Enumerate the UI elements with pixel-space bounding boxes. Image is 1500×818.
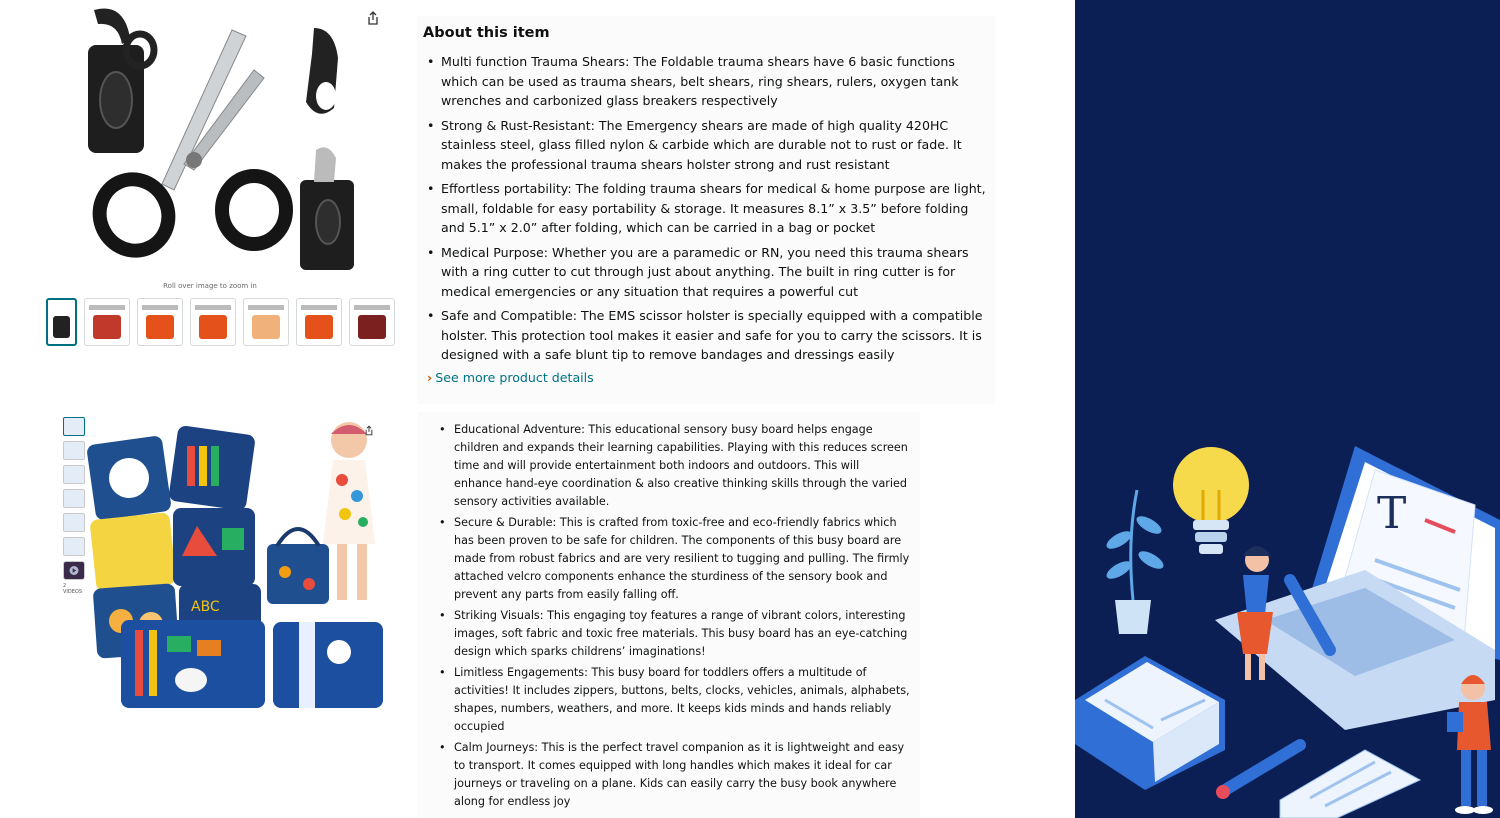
thumbnail[interactable] (63, 441, 85, 460)
product-image-busy-board[interactable] (87, 416, 385, 712)
zoom-hint: Roll over image to zoom in (163, 282, 257, 290)
svg-text:T: T (1377, 488, 1407, 539)
list-item: • Limitless Engagements: This busy board for toddlers offers a multitude of activities! It includes zippers, buttons, belts, clocks, vehicles, animals, alphabets, shapes, numbers, weathers, and more. It keeps kids minds and hands reliably occupied (436, 664, 910, 736)
see-more-label: See more product details (435, 369, 594, 385)
thumbnail[interactable] (63, 537, 85, 556)
thumbnail-column (63, 417, 85, 595)
share-icon[interactable] (366, 10, 380, 26)
thumbnail-strip (46, 298, 395, 346)
thumbnail[interactable] (349, 298, 395, 346)
feature-bullets-panel (418, 412, 920, 818)
decorative-illustration (1075, 0, 1500, 818)
thumbnail[interactable] (46, 298, 77, 346)
see-more-details-link[interactable] (423, 370, 989, 385)
thumbnail[interactable] (63, 465, 85, 484)
list-item: • Effortless portability: The folding trauma shears for medical & home purpose are light, small, foldable for easy portability & storage. It measures 8.1” x 3.5” before folding and 5.1” x 2.0” after folding, which can be carried in a bag or pocket (423, 179, 989, 238)
list-item: • Safe and Compatible: The EMS scissor holster is specially equipped with a compatible holster. This protection tool makes it easier and safe for you to carry the scissors. It is designed with a safe blunt tip to remove bandages and dressings easily (423, 306, 989, 365)
feature-bullets (423, 52, 989, 365)
product-gallery-trauma-shears (46, 0, 390, 352)
laptop-writing-illustration (1075, 0, 1500, 818)
list-item: • Secure & Durable: This is crafted from toxic-free and eco-friendly fabrics which has been proven to be safe for children. The components of this busy board are made from robust fabrics and are very resilient to tugging and pulling. The firmly attached velcro components enhance the sturdiness of the sensory book and prevent any parts from easily falling off. (436, 514, 910, 604)
thumbnail[interactable] (137, 298, 183, 346)
list-item: • Strong & Rust-Resistant: The Emergency shears are made of high quality 420HC stainless steel, glass filled nylon & carbide which are durable not to rust or fade. It makes the professional trauma shears holster strong and rust resistant (423, 116, 989, 175)
chevron-right-icon: › (427, 369, 433, 385)
list-item: • Medical Purpose: Whether you are a paramedic or RN, you need this trauma shears with a ring cutter to cut through just about anything. The built in ring cutter is for medical emergencies or any situation that requires a powerful cut (423, 243, 989, 302)
about-this-item-panel (417, 16, 995, 404)
thumbnail[interactable] (243, 298, 289, 346)
thumbnail[interactable] (63, 513, 85, 532)
video-thumbnail[interactable] (63, 561, 85, 580)
share-icon[interactable] (364, 424, 374, 437)
section-heading: About this item (423, 25, 550, 41)
videos-count-label: 2 VIDEOS (63, 583, 83, 595)
thumbnail[interactable] (190, 298, 236, 346)
product-image-trauma-shears[interactable] (64, 0, 386, 282)
list-item: • Calm Journeys: This is the perfect travel companion as it is lightweight and easy to transport. It comes equipped with long handles which makes it ideal for car journeys or traveling on a plane. Kids can easily carry the busy book anywhere along for endless joy (436, 739, 910, 811)
play-icon (64, 562, 84, 579)
list-item: • Striking Visuals: This engaging toy features a range of vibrant colors, interesting images, soft fabric and toxic free materials. This busy board has an eye-catching design which sparks childrens’ imaginations! (436, 607, 910, 661)
svg-text:ABC: ABC (191, 599, 220, 615)
product-gallery-busy-board (55, 412, 385, 712)
thumbnail[interactable] (63, 489, 85, 508)
feature-bullets (436, 421, 910, 811)
list-item: • Educational Adventure: This educational sensory busy board helps engage children and expands their learning capabilities. Playing with this reduces screen time and will provide entertainment both indoors and outdoors. This will enhance hand-eye coordination & also creative thinking skills through the varied sensory activities available. (436, 421, 910, 511)
thumbnail[interactable] (63, 417, 85, 436)
list-item: • Multi function Trauma Shears: The Foldable trauma shears have 6 basic functions which can be used as trauma shears, belt shears, ring shears, rulers, oxygen tank wrenches and carbonized glass breakers respectively (423, 52, 989, 111)
thumbnail[interactable] (296, 298, 342, 346)
thumbnail[interactable] (84, 298, 130, 346)
